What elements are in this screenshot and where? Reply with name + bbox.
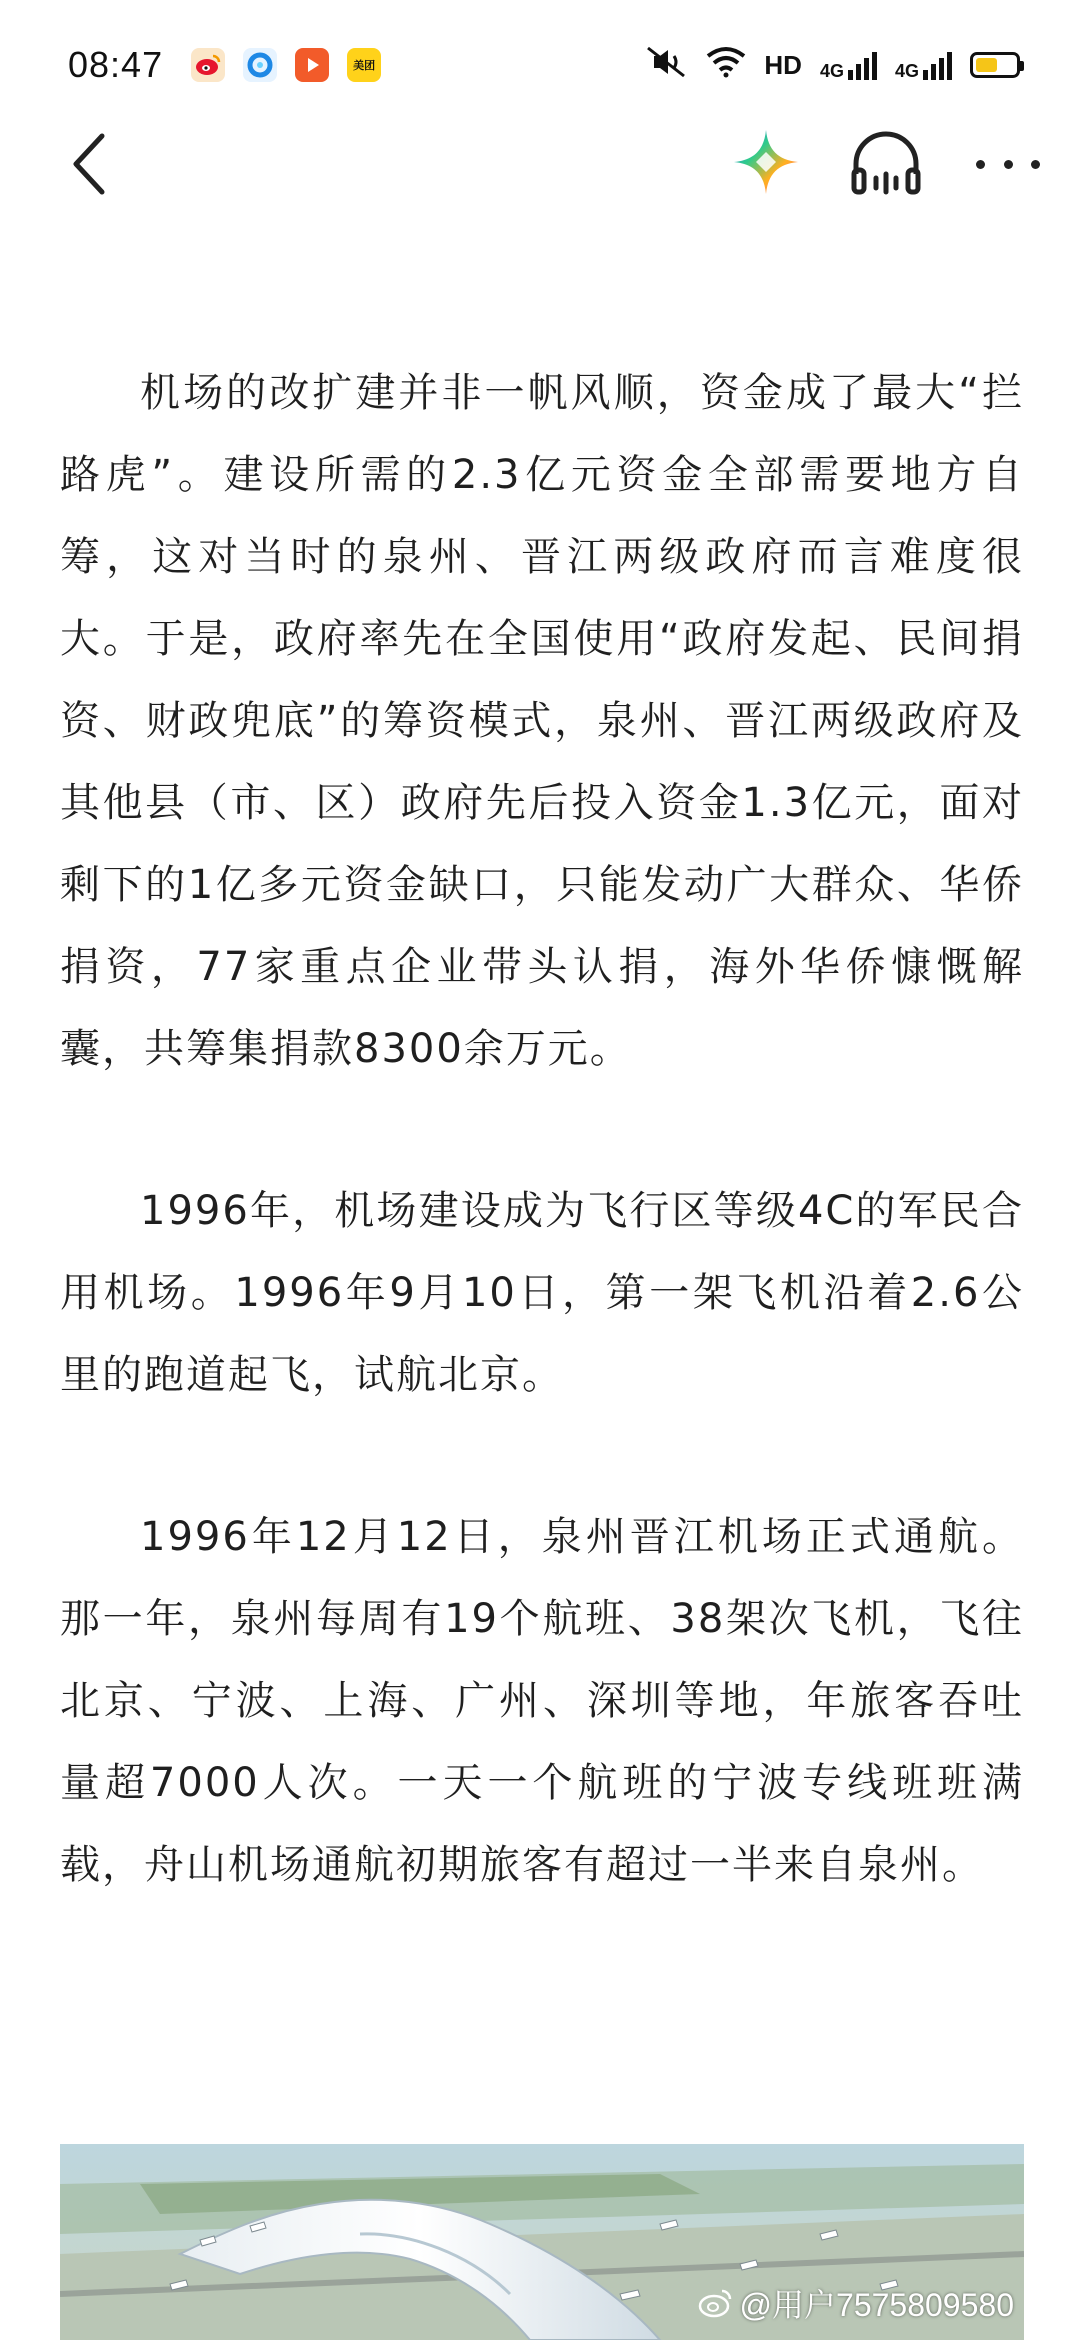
status-bar <box>0 0 1080 130</box>
video-app-icon <box>295 48 329 82</box>
top-navigation-bar <box>0 120 1080 208</box>
headphone-icon <box>848 126 924 202</box>
browser-app-icon <box>243 48 277 82</box>
more-options-button[interactable] <box>976 126 1040 202</box>
status-time: 08:47 <box>68 44 164 85</box>
network-type-label: 4G <box>894 61 919 81</box>
more-dot <box>976 160 985 169</box>
airport-aerial-image[interactable] <box>60 2144 1024 2340</box>
back-button[interactable] <box>60 128 120 200</box>
weibo-logo-icon <box>698 2288 734 2318</box>
meituan-app-icon: 美团 <box>347 48 381 82</box>
weibo-watermark <box>698 2280 1014 2326</box>
sparkle-icon <box>730 126 802 198</box>
battery-icon <box>970 52 1020 78</box>
listen-audio-button[interactable] <box>848 126 924 202</box>
ai-assistant-button[interactable] <box>730 126 802 198</box>
more-dot <box>1004 160 1013 169</box>
battery-level <box>976 58 997 72</box>
signal-bars-icon <box>923 50 952 80</box>
hd-label: HD <box>764 49 802 80</box>
article-paragraph: 机场的改扩建并非一帆风顺，资金成了最大“拦路虎”。建设所需的2.3亿元资金全部需要地方自筹，这对当时的泉州、晋江两级政府而言难度很大。于是，政府率先在全国使用“政府发起、民间捐资、财政兜底”的筹资模式，泉州、晋江两级政府及其他县（市、区）政府先后投入资金1.3亿元，面对剩下的1亿多元资金缺口，只能发动广大群众、华侨捐资，77家重点企业带头认捐，海外华侨慷慨解囊，共筹集捐款8300余万元。 <box>60 370 1024 1072</box>
notification-app-icons <box>191 48 381 82</box>
signal-indicator-2 <box>895 50 952 80</box>
signal-bars-icon <box>848 50 877 80</box>
signal-indicator-1 <box>820 50 877 80</box>
wifi-icon <box>706 46 746 85</box>
network-type-label: 4G <box>819 61 844 81</box>
watermark-username: @用户7575809580 <box>739 2287 1014 2323</box>
article-body <box>60 352 1024 1986</box>
article-paragraph: 1996年12月12日，泉州晋江机场正式通航。那一年，泉州每周有19个航班、38架次飞机，飞往北京、宁波、上海、广州、深圳等地，年旅客吞吐量超7000人次。一天一个航班的宁波专线班班满载，舟山机场通航初期旅客有超过一半来自泉州。 <box>60 1514 1024 1888</box>
article-paragraph: 1996年，机场建设成为飞行区等级4C的军民合用机场。1996年9月10日，第一架飞机沿着2.6公里的跑道起飞，试航北京。 <box>60 1188 1024 1398</box>
more-dot <box>1031 160 1040 169</box>
back-arrow-icon <box>70 132 110 196</box>
status-indicators <box>644 46 1020 85</box>
weibo-app-icon <box>191 48 225 82</box>
mute-icon <box>644 46 688 85</box>
